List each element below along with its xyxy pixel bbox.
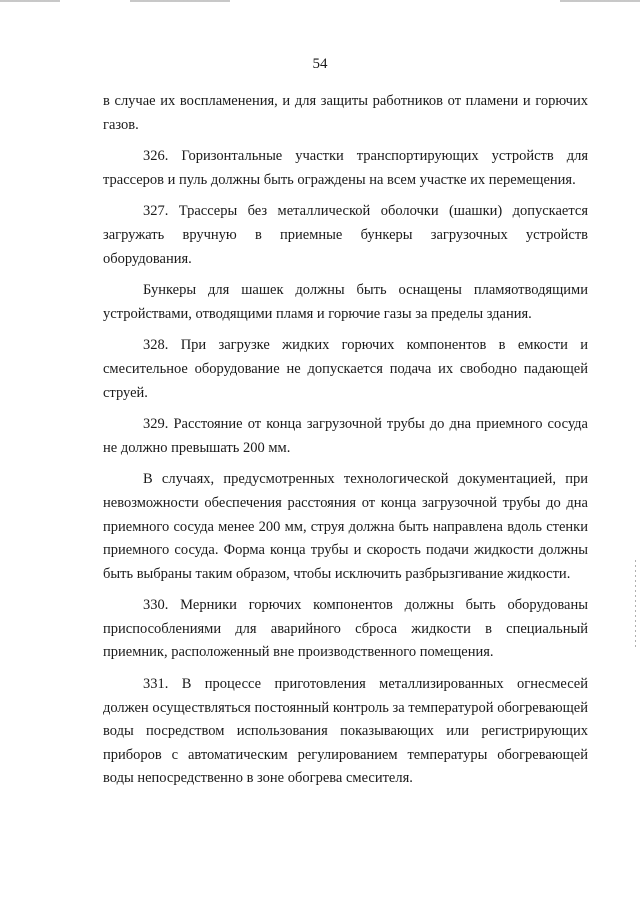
paragraph-331: 331. В процессе приготовления металлизированных огнесмесей должен осуществляться постоянный контроль за температурой обогревающей воды посредством использования показывающих или регистрирующих приборов с автоматическим регулированием температуры обогревающей воды непосредственно в зоне обогрева смесителя. [103,676,588,787]
paragraph-330: 330. Мерники горючих компонентов должны быть оборудованы приспособлениями для аварийного сброса жидкости в специальный приемник, расположенный вне производственного помещения. [103,597,588,661]
paragraph-328: 328. При загрузке жидких горючих компонентов в емкости и смесительное оборудование не допускается подача их свободно падающей струей. [103,337,588,401]
paragraph-327: 327. Трассеры без металлической оболочки (шашки) допускается загружать вручную в приемные бункеры загрузочных устройств оборудования. [103,203,588,267]
page-number: 54 [312,56,328,72]
paragraph-327-bunkers: Бункеры для шашек должны быть оснащены пламяотводящими устройствами, отводящими пламя и горючие газы за пределы здания. [103,282,588,322]
paragraph-329-cases: В случаях, предусмотренных технологической документацией, при невозможности обеспечения расстояния от конца загрузочной трубы до дна приемного сосуда менее 200 мм, струя должна быть направлена вдоль стенки приемного сосуда. Форма конца трубы и скорость подачи жидкости должны быть выбраны таким образом, чтобы исключить разбрызгивание жидкости. [103,471,588,582]
paragraph-329: 329. Расстояние от конца загрузочной трубы до дна приемного сосуда не должно превышать 200 мм. [103,416,588,456]
paragraph-326: 326. Горизонтальные участки транспортирующих устройств для трассеров и пуль должны быть ограждены на всем участке их перемещения. [103,148,588,188]
paragraph-continuation: в случае их воспламенения, и для защиты работников от пламени и горючих газов. [103,93,588,133]
scan-top-edge [0,0,640,2]
document-body [103,90,588,799]
scan-right-edge [635,560,636,650]
